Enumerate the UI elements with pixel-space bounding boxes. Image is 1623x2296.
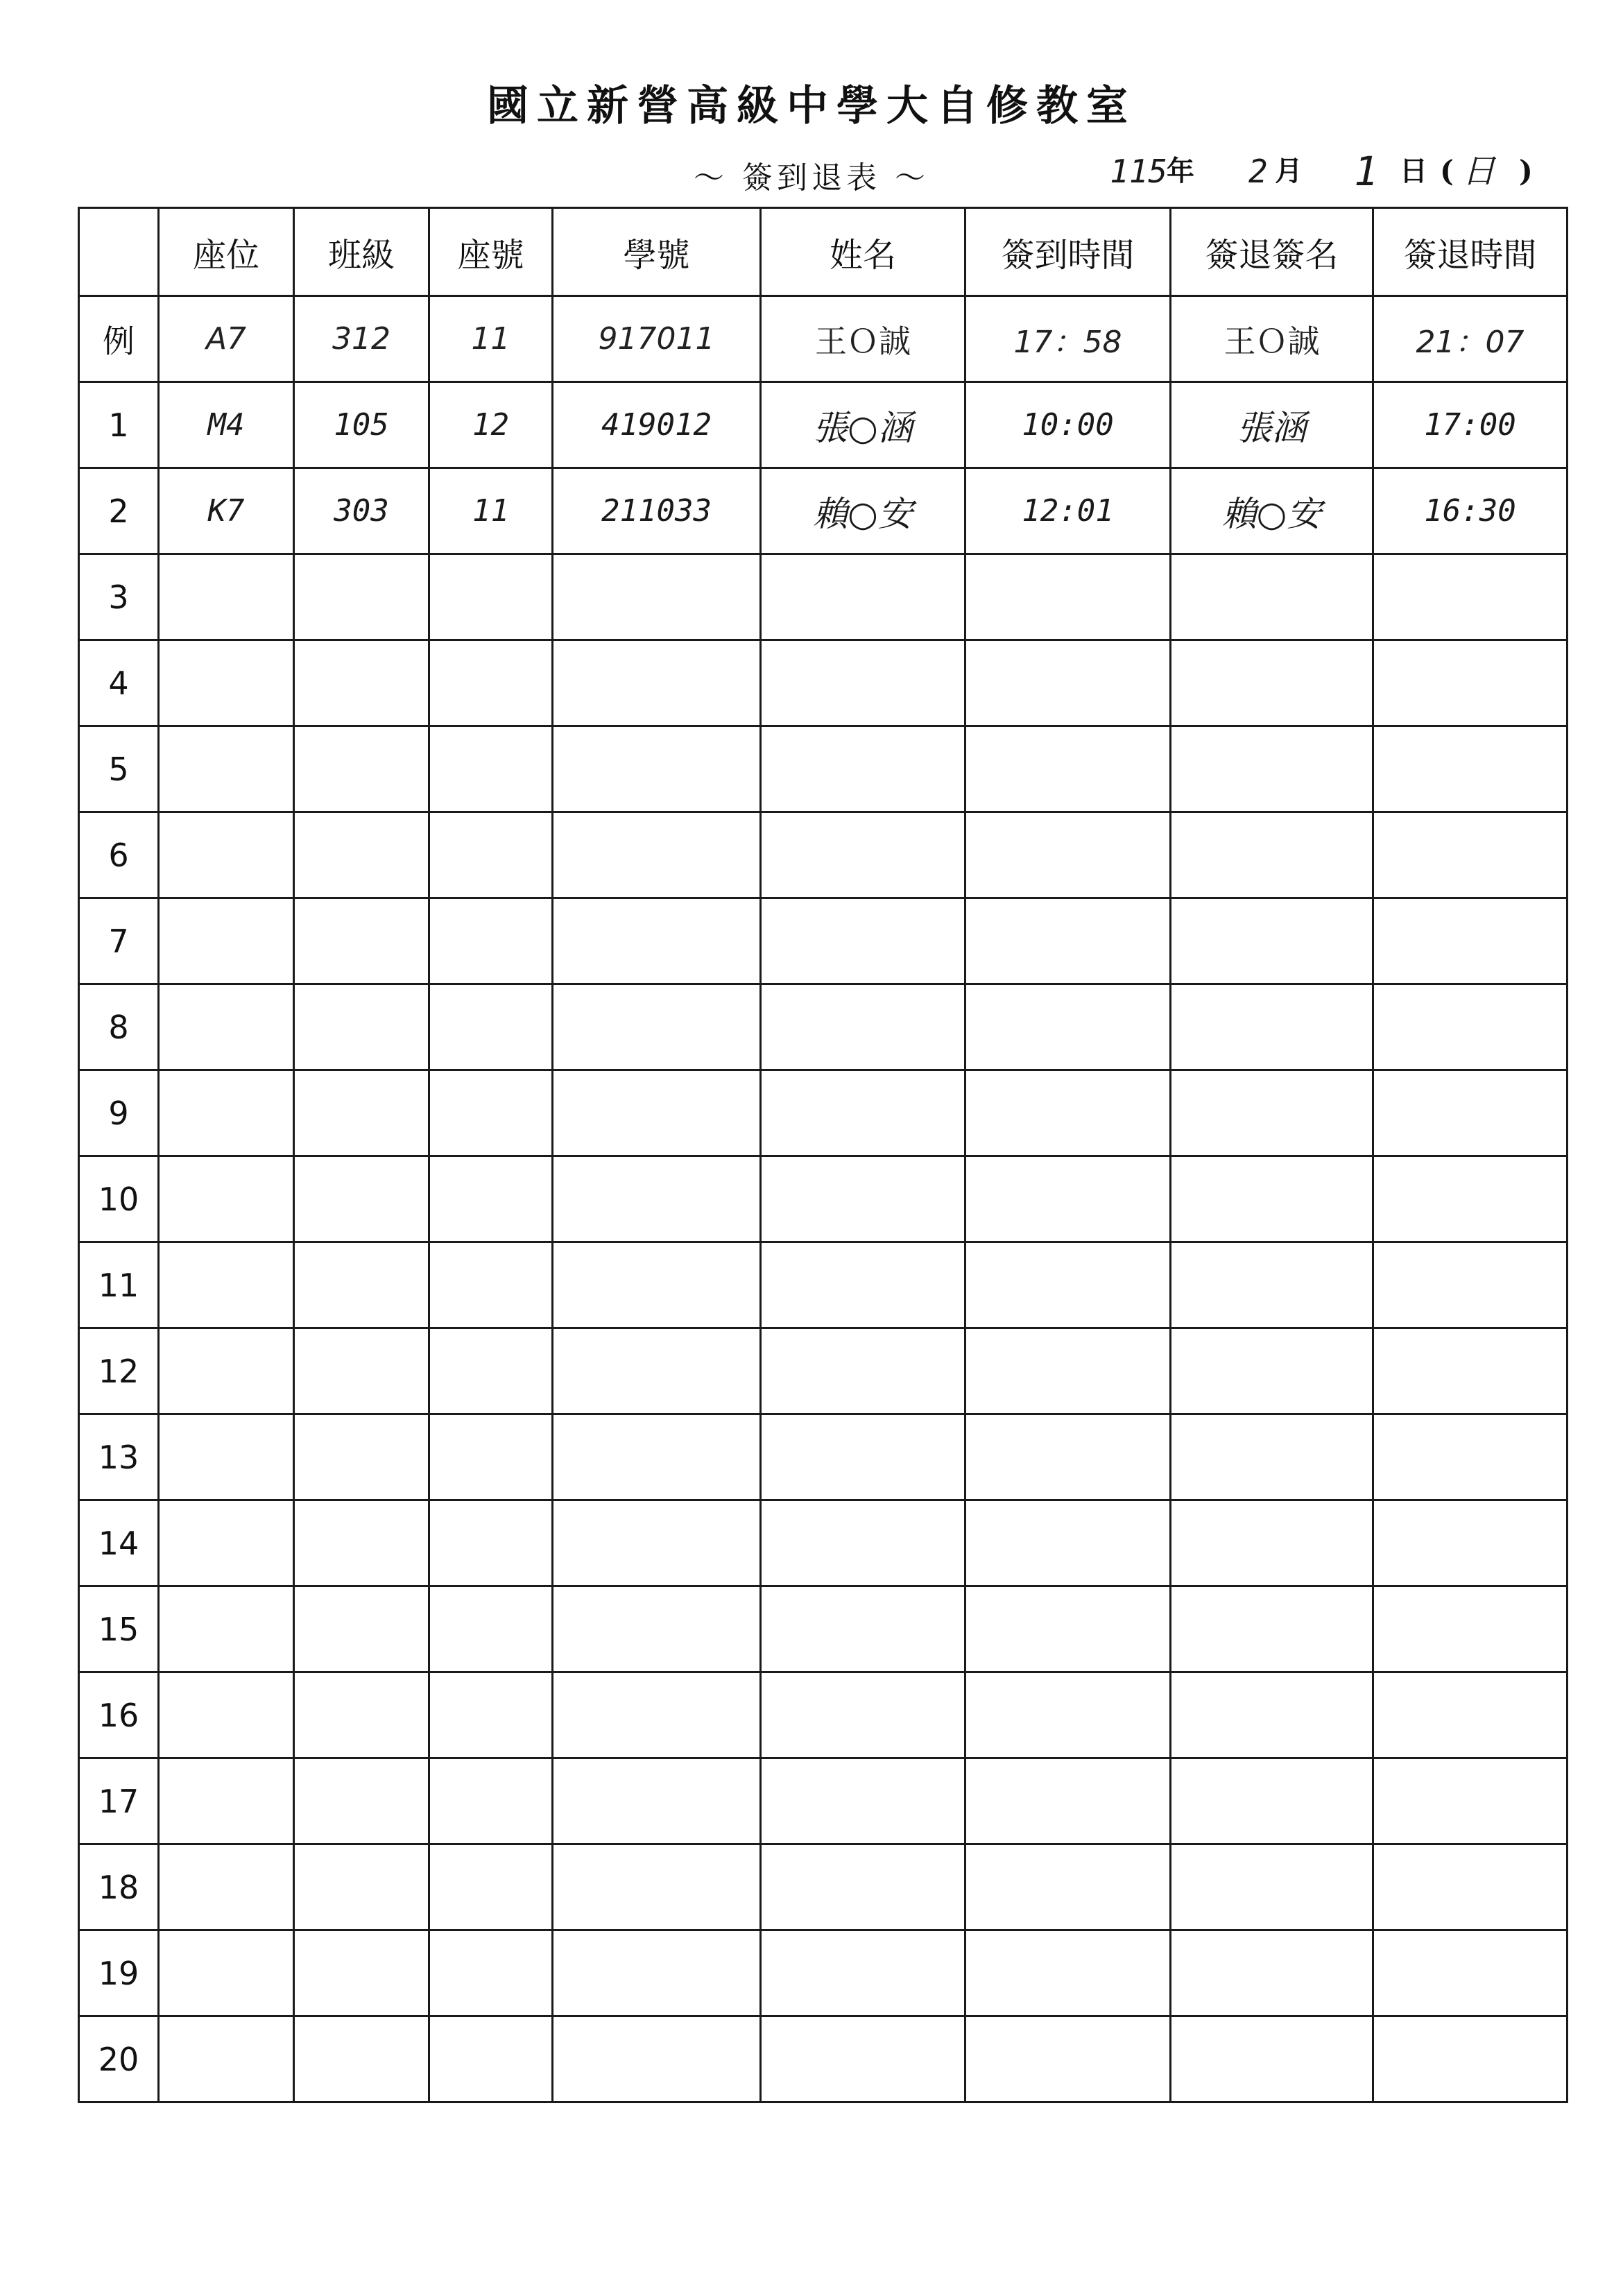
cell-sign-in-time	[965, 1586, 1171, 1672]
cell-name	[761, 1156, 965, 1242]
cell-sign-out-time: 16:30	[1373, 468, 1568, 554]
cell-student-id	[553, 1156, 761, 1242]
cell-number	[429, 898, 553, 984]
cell-name	[761, 726, 965, 812]
cell-sign-out-time	[1373, 1758, 1568, 1844]
header-row	[79, 208, 1568, 296]
cell-sign-in-time	[965, 1930, 1171, 2016]
cell-student-id	[553, 1844, 761, 1930]
cell-number	[429, 984, 553, 1070]
cell-class	[294, 640, 429, 726]
cell-student-id	[553, 1672, 761, 1758]
row-number: 9	[79, 1070, 159, 1156]
cell-name	[761, 1758, 965, 1844]
cell-sign-in-time	[965, 1328, 1171, 1414]
example-sign-out-name: 王Ｏ誠	[1171, 296, 1373, 382]
cell-student-id	[553, 1242, 761, 1328]
cell-sign-in-time	[965, 726, 1171, 812]
header-cell-class: 班級	[294, 208, 429, 296]
row-number: 13	[79, 1414, 159, 1500]
row-number: 17	[79, 1758, 159, 1844]
cell-seat	[159, 726, 294, 812]
table-row	[79, 1500, 1568, 1586]
example-number: 11	[429, 296, 553, 382]
cell-seat	[159, 898, 294, 984]
cell-name	[761, 1070, 965, 1156]
cell-sign-out-name	[1171, 1414, 1373, 1500]
cell-sign-out-time	[1373, 2016, 1568, 2102]
header-cell-seat: 座位	[159, 208, 294, 296]
cell-sign-out-name	[1171, 1930, 1373, 2016]
row-number: 6	[79, 812, 159, 898]
row-number: 18	[79, 1844, 159, 1930]
cell-name	[761, 1414, 965, 1500]
cell-sign-out-name	[1171, 984, 1373, 1070]
cell-name	[761, 812, 965, 898]
sheet-subtitle: ～ 簽到退表 ～	[694, 160, 929, 196]
cell-name	[761, 1844, 965, 1930]
table-row	[79, 1672, 1568, 1758]
cell-number	[429, 1328, 553, 1414]
header-cell-index	[79, 208, 159, 296]
cell-sign-in-time	[965, 1242, 1171, 1328]
cell-student-id	[553, 1930, 761, 2016]
cell-sign-out-name	[1171, 1672, 1373, 1758]
cell-sign-out-name: 張涵	[1171, 382, 1373, 468]
cell-number	[429, 1414, 553, 1500]
cell-class	[294, 2016, 429, 2102]
cell-name	[761, 554, 965, 640]
date-day: 1	[1354, 148, 1378, 195]
cell-number	[429, 1758, 553, 1844]
cell-number	[429, 1586, 553, 1672]
cell-number	[429, 1070, 553, 1156]
cell-sign-out-name	[1171, 726, 1373, 812]
cell-class: 303	[294, 468, 429, 554]
cell-name	[761, 1672, 965, 1758]
cell-sign-out-time	[1373, 1070, 1568, 1156]
cell-sign-out-time	[1373, 1844, 1568, 1930]
date-day-unit: 日	[1400, 155, 1427, 187]
cell-sign-out-time	[1373, 640, 1568, 726]
example-label: 例	[79, 296, 159, 382]
table-row	[79, 984, 1568, 1070]
cell-name: 賴○安	[761, 468, 965, 554]
cell-seat	[159, 640, 294, 726]
table-row	[79, 898, 1568, 984]
cell-student-id	[553, 984, 761, 1070]
cell-sign-out-name	[1171, 1242, 1373, 1328]
example-sign-out-time: 21：07	[1373, 296, 1568, 382]
cell-sign-in-time	[965, 640, 1171, 726]
cell-student-id	[553, 1070, 761, 1156]
header-cell-sign-out-name: 簽退簽名	[1171, 208, 1373, 296]
example-seat: A7	[159, 296, 294, 382]
cell-number: 11	[429, 468, 553, 554]
row-number: 2	[79, 468, 159, 554]
cell-number	[429, 726, 553, 812]
cell-class	[294, 1242, 429, 1328]
cell-sign-out-name	[1171, 1586, 1373, 1672]
table-row	[79, 1414, 1568, 1500]
cell-number: 12	[429, 382, 553, 468]
cell-seat	[159, 1758, 294, 1844]
cell-sign-out-time	[1373, 1328, 1568, 1414]
cell-sign-out-name	[1171, 1328, 1373, 1414]
row-number: 1	[79, 382, 159, 468]
cell-sign-out-name	[1171, 2016, 1373, 2102]
cell-name	[761, 2016, 965, 2102]
cell-seat	[159, 1156, 294, 1242]
cell-seat	[159, 1930, 294, 2016]
table-row	[79, 1156, 1568, 1242]
cell-class	[294, 1500, 429, 1586]
cell-sign-in-time	[965, 1672, 1171, 1758]
cell-sign-in-time	[965, 1758, 1171, 1844]
date-month: 2	[1248, 153, 1268, 190]
cell-sign-out-name	[1171, 640, 1373, 726]
cell-name	[761, 1328, 965, 1414]
date-weekday: 日	[1462, 152, 1496, 191]
cell-name	[761, 640, 965, 726]
cell-seat	[159, 812, 294, 898]
cell-sign-out-name	[1171, 1070, 1373, 1156]
cell-name	[761, 984, 965, 1070]
table-row	[79, 1930, 1568, 2016]
date-year-unit: 年	[1167, 155, 1194, 187]
row-number: 7	[79, 898, 159, 984]
cell-sign-out-time	[1373, 984, 1568, 1070]
cell-sign-out-time: 17:00	[1373, 382, 1568, 468]
cell-student-id	[553, 1328, 761, 1414]
table-row	[79, 1758, 1568, 1844]
row-number: 14	[79, 1500, 159, 1586]
cell-class	[294, 812, 429, 898]
example-sign-in-time: 17：58	[965, 296, 1171, 382]
cell-sign-in-time	[965, 2016, 1171, 2102]
cell-student-id: 211033	[553, 468, 761, 554]
header-cell-student-id: 學號	[553, 208, 761, 296]
cell-seat	[159, 2016, 294, 2102]
cell-class	[294, 1414, 429, 1500]
cell-student-id	[553, 726, 761, 812]
cell-sign-out-time	[1373, 554, 1568, 640]
cell-name	[761, 1242, 965, 1328]
row-number: 4	[79, 640, 159, 726]
cell-name	[761, 898, 965, 984]
row-number: 15	[79, 1586, 159, 1672]
cell-seat	[159, 1414, 294, 1500]
cell-student-id	[553, 1414, 761, 1500]
cell-sign-out-name	[1171, 812, 1373, 898]
table-row	[79, 1328, 1568, 1414]
cell-name	[761, 1500, 965, 1586]
cell-student-id	[553, 640, 761, 726]
cell-number	[429, 1500, 553, 1586]
cell-student-id	[553, 898, 761, 984]
cell-class	[294, 1672, 429, 1758]
table-row	[79, 468, 1568, 554]
cell-name	[761, 1930, 965, 2016]
cell-student-id	[553, 1586, 761, 1672]
cell-sign-out-time	[1373, 1242, 1568, 1328]
cell-student-id: 419012	[553, 382, 761, 468]
cell-class	[294, 726, 429, 812]
cell-sign-in-time	[965, 1500, 1171, 1586]
cell-sign-out-time	[1373, 898, 1568, 984]
cell-sign-out-time	[1373, 726, 1568, 812]
cell-sign-out-time	[1373, 1930, 1568, 2016]
cell-class	[294, 1758, 429, 1844]
row-number: 3	[79, 554, 159, 640]
cell-sign-out-name	[1171, 898, 1373, 984]
cell-sign-in-time	[965, 554, 1171, 640]
header-cell-name: 姓名	[761, 208, 965, 296]
cell-seat	[159, 1242, 294, 1328]
table-row	[79, 640, 1568, 726]
cell-sign-in-time	[965, 812, 1171, 898]
sheet-title: 國立新營高級中學大自修教室	[487, 82, 1136, 130]
cell-student-id	[553, 2016, 761, 2102]
cell-sign-in-time: 12:01	[965, 468, 1171, 554]
row-number: 20	[79, 2016, 159, 2102]
table-row	[79, 1586, 1568, 1672]
cell-seat	[159, 1586, 294, 1672]
cell-number	[429, 1844, 553, 1930]
cell-sign-out-name	[1171, 554, 1373, 640]
cell-number	[429, 554, 553, 640]
cell-student-id	[553, 554, 761, 640]
cell-student-id	[553, 1500, 761, 1586]
cell-sign-out-time	[1373, 1156, 1568, 1242]
row-number: 11	[79, 1242, 159, 1328]
cell-number	[429, 1156, 553, 1242]
cell-sign-in-time	[965, 1070, 1171, 1156]
cell-sign-in-time	[965, 1844, 1171, 1930]
example-student-id: 917011	[553, 296, 761, 382]
cell-seat	[159, 554, 294, 640]
header-cell-sign-in-time: 簽到時間	[965, 208, 1171, 296]
row-number: 10	[79, 1156, 159, 1242]
header-cell-number: 座號	[429, 208, 553, 296]
cell-number	[429, 1930, 553, 2016]
cell-number	[429, 640, 553, 726]
cell-sign-in-time	[965, 1414, 1171, 1500]
cell-seat	[159, 1328, 294, 1414]
cell-class: 105	[294, 382, 429, 468]
cell-sign-out-time	[1373, 812, 1568, 898]
cell-seat	[159, 984, 294, 1070]
cell-sign-out-time	[1373, 1414, 1568, 1500]
cell-class	[294, 1586, 429, 1672]
example-row	[79, 296, 1568, 382]
cell-number	[429, 812, 553, 898]
table-row	[79, 726, 1568, 812]
cell-student-id	[553, 1758, 761, 1844]
date-line	[1110, 147, 1554, 196]
cell-sign-out-name	[1171, 1844, 1373, 1930]
row-number: 12	[79, 1328, 159, 1414]
cell-sign-out-name	[1171, 1758, 1373, 1844]
cell-sign-in-time	[965, 898, 1171, 984]
cell-seat	[159, 1070, 294, 1156]
row-number: 8	[79, 984, 159, 1070]
cell-class	[294, 1070, 429, 1156]
sign-in-table	[78, 207, 1568, 2103]
cell-sign-out-time	[1373, 1672, 1568, 1758]
header-cell-sign-out-time: 簽退時間	[1373, 208, 1568, 296]
table-row	[79, 1242, 1568, 1328]
cell-class	[294, 984, 429, 1070]
cell-seat: K7	[159, 468, 294, 554]
cell-seat	[159, 1672, 294, 1758]
cell-number	[429, 2016, 553, 2102]
cell-seat	[159, 1500, 294, 1586]
cell-name: 張○涵	[761, 382, 965, 468]
cell-seat: M4	[159, 382, 294, 468]
cell-sign-out-name	[1171, 1500, 1373, 1586]
cell-sign-out-name: 賴○安	[1171, 468, 1373, 554]
example-class: 312	[294, 296, 429, 382]
table-row	[79, 1070, 1568, 1156]
cell-class	[294, 1328, 429, 1414]
cell-name	[761, 1586, 965, 1672]
example-name: 王Ｏ誠	[761, 296, 965, 382]
table-row	[79, 2016, 1568, 2102]
table-row	[79, 554, 1568, 640]
cell-number	[429, 1672, 553, 1758]
cell-sign-in-time	[965, 984, 1171, 1070]
cell-seat	[159, 1844, 294, 1930]
cell-sign-out-time	[1373, 1500, 1568, 1586]
table-row	[79, 382, 1568, 468]
cell-class	[294, 554, 429, 640]
cell-sign-out-name	[1171, 1156, 1373, 1242]
weekday-close-paren: )	[1519, 154, 1533, 188]
row-number: 19	[79, 1930, 159, 2016]
cell-sign-in-time: 10:00	[965, 382, 1171, 468]
cell-class	[294, 1156, 429, 1242]
table-row	[79, 812, 1568, 898]
cell-sign-out-time	[1373, 1586, 1568, 1672]
cell-student-id	[553, 812, 761, 898]
cell-number	[429, 1242, 553, 1328]
date-year: 115	[1110, 153, 1168, 190]
cell-class	[294, 1844, 429, 1930]
cell-class	[294, 898, 429, 984]
row-number: 16	[79, 1672, 159, 1758]
cell-class	[294, 1930, 429, 2016]
cell-sign-in-time	[965, 1156, 1171, 1242]
weekday-open-paren: (	[1440, 154, 1454, 188]
date-month-unit: 月	[1275, 155, 1303, 187]
row-number: 5	[79, 726, 159, 812]
table-row	[79, 1844, 1568, 1930]
